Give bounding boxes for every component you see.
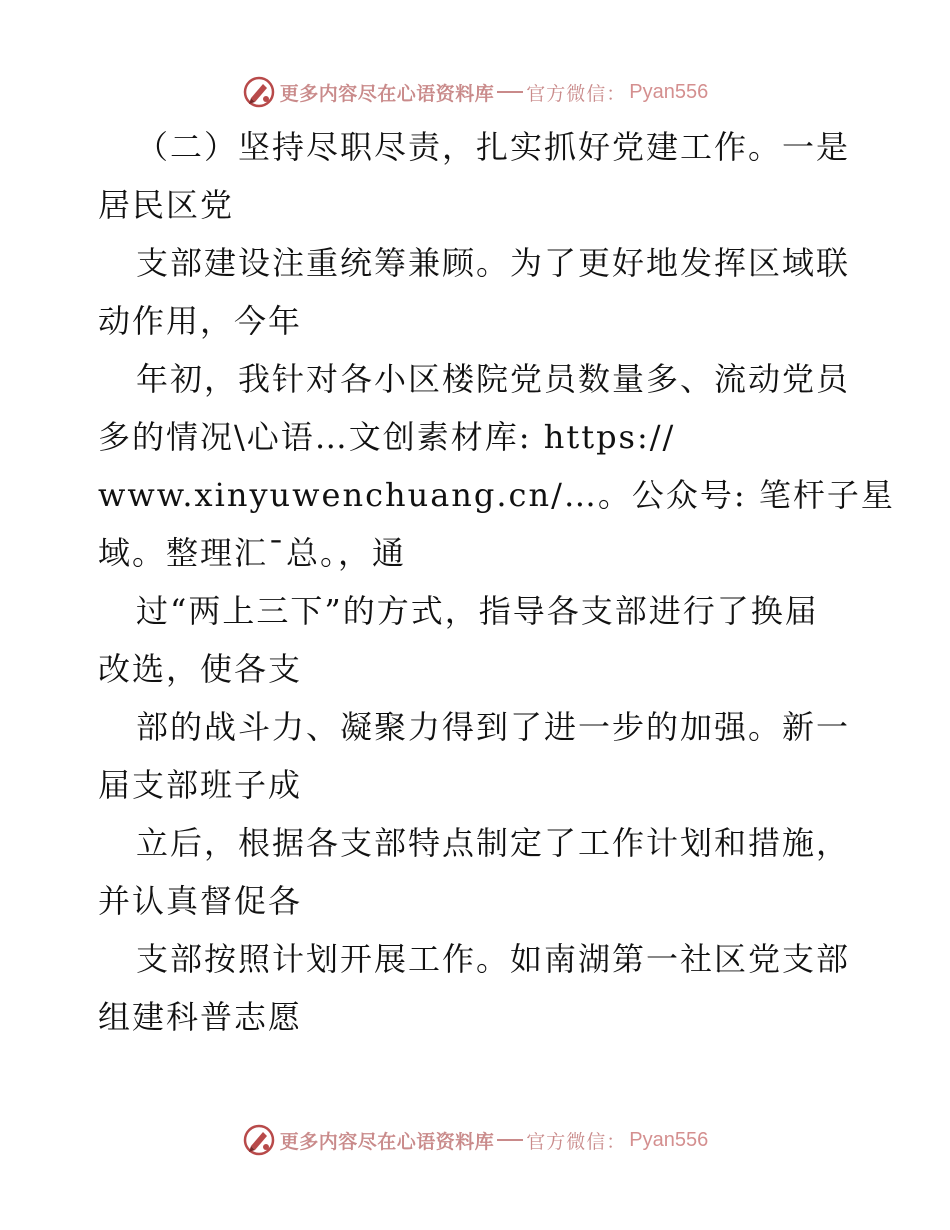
pen-logo-icon [242,75,276,109]
watermark-dash [497,1139,523,1141]
text-line: 立后，根据各支部特点制定了工作计划和措施， [136,824,851,862]
text-line: 动作用，今年 [98,302,303,340]
header-watermark [0,72,950,112]
footer-watermark [0,1120,950,1160]
text-line: 过“两上三下”的方式，指导各支部进行了换届 [136,592,819,630]
watermark-wechat-label: 官方微信 [526,1130,607,1153]
text-line: （二）坚持尽职尽责，扎实抓好党建工作。一是 [136,128,851,166]
text-line: 届支部班子成 [98,766,303,804]
pen-logo-icon [242,1123,276,1157]
text-line: 改选，使各支 [98,650,303,688]
text-line: 年初，我针对各小区楼院党员数量多、流动党员 [136,360,851,398]
watermark-wechat-label: 官方微信 [526,82,607,105]
text-line: 多的情况\心语…文创素材库: https:// [98,418,676,456]
text-line: 居民区党 [98,186,235,224]
watermark-colon: ： [606,1130,626,1153]
text-line: www.xinyuwenchuang.cn/…。公众号: 笔杆子星 [98,476,895,514]
text-line: 部的战斗力、凝聚力得到了进一步的加强。新一 [136,708,851,746]
document-body [98,118,895,1046]
watermark-wechat-id: Pyan556 [629,1128,709,1151]
watermark-wechat-id: Pyan556 [629,80,709,103]
text-line: 组建科普志愿 [98,998,303,1036]
text-line: 并认真督促各 [98,882,303,920]
watermark-colon: ： [606,82,626,105]
watermark-text: 更多内容尽在心语资料库 [279,82,495,105]
watermark-text: 更多内容尽在心语资料库 [279,1130,495,1153]
text-line: 域。整理汇¯总。，通 [98,534,407,572]
text-line: 支部按照计划开展工作。如南湖第一社区党支部 [136,940,851,978]
watermark-dash [497,91,523,93]
text-line: 支部建设注重统筹兼顾。为了更好地发挥区域联 [136,244,851,282]
